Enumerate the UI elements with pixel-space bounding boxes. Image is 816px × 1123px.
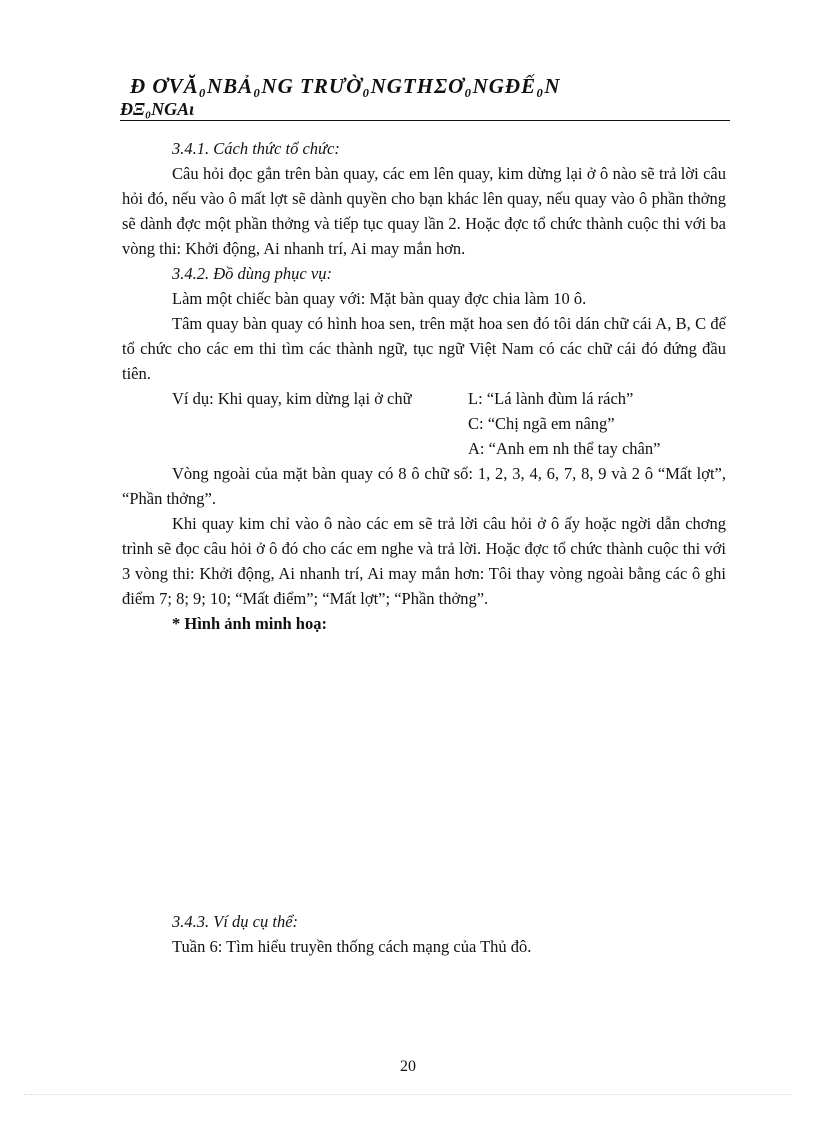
page-number: 20 <box>400 1058 416 1075</box>
section-343-para1: Tuần 6: Tìm hiểu truyền thống cách mạng của Thủ đô. <box>172 937 532 956</box>
page-bottom-divider <box>24 1094 792 1095</box>
section-342-heading: 3.4.2. Đồ dùng phục vụ: <box>172 264 332 283</box>
page-header <box>120 74 730 121</box>
section-342-para1: Làm một chiếc bàn quay với: Mặt bàn quay đợc chia làm 10 ô. <box>172 289 587 308</box>
section-342-para4: Khi quay kim chỉ vào ô nào các em sẽ trả lời câu hỏi ở ô ấy hoặc ngời dẫn chơng trình sẽ đọc câu hỏi ở ô đó cho các em nghe và trả lời. Hoặc đợc tổ chức thành cuộc thi với 3 vòng thi: Khởi động, Ai nhanh trí, Ai may mắn hơn: Tôi thay vòng ngoài bằng các ô ghi điểm 7; 8; 9; 10; “Mất điểm”; “Mất lợt”; “Phần thởng”. <box>122 514 726 608</box>
illustration-area <box>122 636 726 909</box>
example-item: C: “Chị ngã em nâng” <box>468 414 615 433</box>
section-341-heading: 3.4.1. Cách thức tổ chức: <box>172 139 340 158</box>
example-item: A: “Anh em nh thể tay chân” <box>468 439 661 458</box>
example-row <box>122 386 726 411</box>
section-342-para3: Vòng ngoài của mặt bàn quay có 8 ô chữ số: 1, 2, 3, 4, 6, 7, 8, 9 và 2 ô “Mất lợt”, “Phần thởng”. <box>122 464 726 508</box>
section-341-paragraph: Câu hỏi đọc gắn trên bàn quay, các em lên quay, kim dừng lại ở ô nào sẽ trả lời câu hỏi đó, nếu vào ô mất lợt sẽ dành quyền cho bạn khác lên quay, nếu quay vào ô phần thởng sẽ dành đợc một phần thởng và tiếp tục quay lần 2. Hoặc đợc tổ chức thành cuộc thi với ba vòng thi: Khởi động, Ai nhanh trí, Ai may mắn hơn. <box>122 164 726 258</box>
header-title: Đ ƠVĂ₀NΒẢ₀NG ΤRƯỜ₀NGΤΗΣƠ₀NGĐẾ₀N <box>130 74 561 98</box>
example-item: L: “Lá lành đùm lá rách” <box>468 389 634 408</box>
document-body <box>122 136 726 959</box>
header-subtitle: ĐΞ₀NGΑι <box>120 99 195 119</box>
section-343-heading: 3.4.3. Ví dụ cụ thể: <box>172 912 299 931</box>
illustration-label: * Hình ảnh minh hoạ: <box>172 614 327 633</box>
example-lead: Ví dụ: Khi quay, kim dừng lại ở chữ <box>172 389 412 408</box>
section-342-para2: Tâm quay bàn quay có hình hoa sen, trên mặt hoa sen đó tôi dán chữ cái A, B, C để tổ chức cho các em thi tìm các thành ngữ, tục ngữ Việt Nam có các chữ cái đó đứng đầu tiên. <box>122 314 726 383</box>
